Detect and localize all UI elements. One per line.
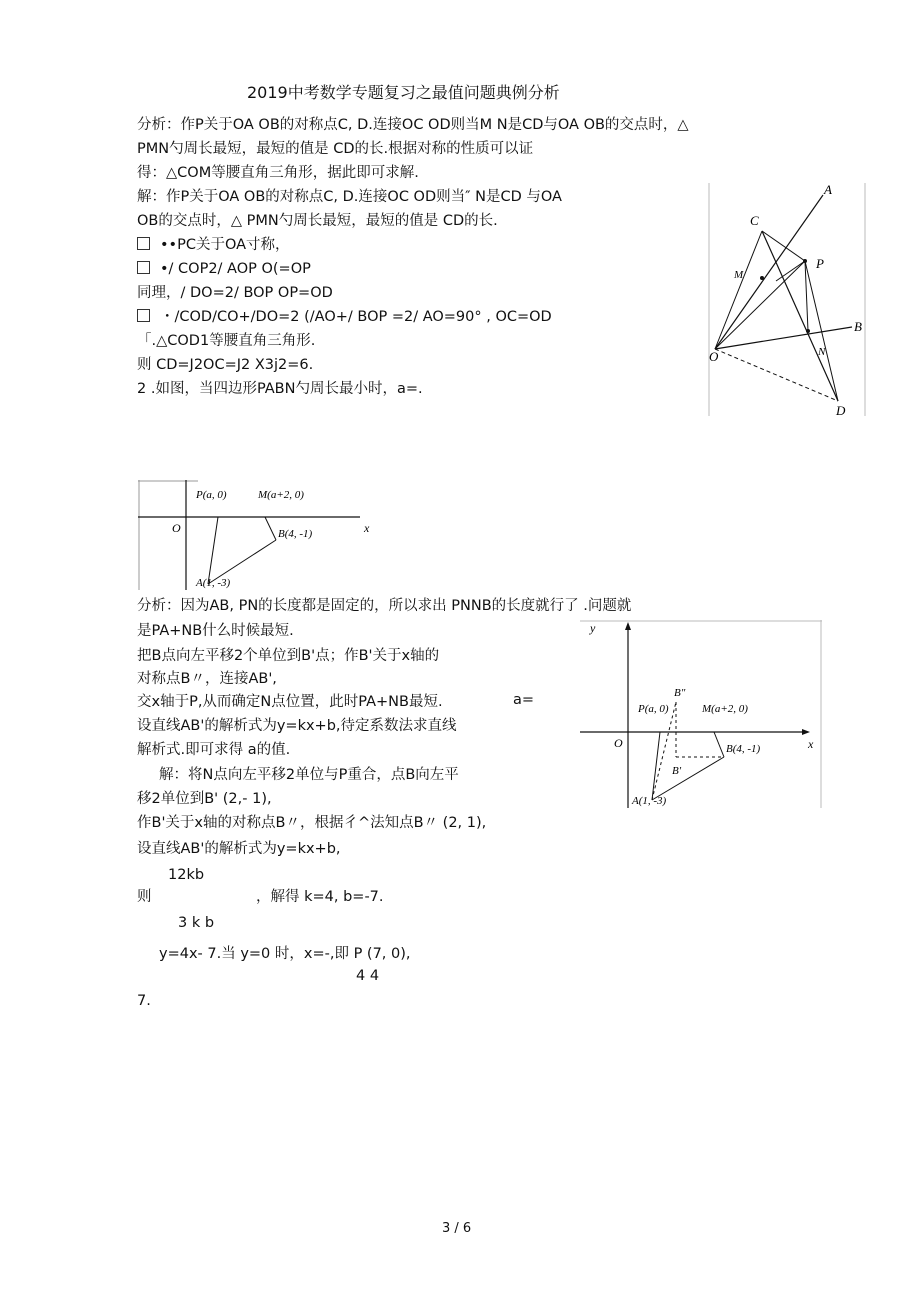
label-origin: O [614,736,623,750]
label-p-coord: P(a, 0) [196,489,227,501]
figure-1-svg [708,183,866,416]
solution-line-5: 同理，/ DO=2/ BOP OP=OD [137,285,333,301]
system-numerator: 12kb [168,867,205,883]
solution-line-6-text: ・/COD/CO+/DO=2 (/AO+/ BOP =2/ AO=90° , OC=OD [160,309,552,325]
analysis2-line-1: 分析：因为AB, PN的长度都是固定的，所以求出 PNNB的长度就行了 .问题就 [137,598,632,614]
analysis2-line-4: 对称点B〃，连接AB', [137,671,277,687]
system-result: ，解得 k=4, b=-7. [256,889,384,905]
label-x-axis: x [364,521,370,535]
label-y-axis: y [590,621,596,635]
fraction-denominators: 4 4 [356,968,380,984]
label-b-coord: B(4, -1) [726,743,761,755]
checkbox-square-icon [137,237,150,250]
label-a-coord: A(1, -3) [196,577,231,589]
page-number: 3 / 6 [442,1221,472,1236]
segment-op [715,261,805,349]
solution-line-4 [137,260,311,278]
label-m: M [734,269,744,281]
solution-line-4-text: •/ COP2/ AOP O(=OP [160,261,311,277]
checkbox-square-icon [137,309,150,322]
segment-cd [762,231,838,401]
figure-3-svg [580,620,822,808]
analysis2-line-7: 解析式.即可求得 a的值. [137,742,291,758]
solution-line-6 [137,308,552,326]
label-b-double-prime: B″ [674,687,686,699]
solution-line-2: OB的交点时，△ PMN勺周长最短，最短的值是 CD的长. [137,213,498,229]
label-b: B [854,319,862,334]
answer-line: 7. [137,993,151,1009]
figure-2-svg [138,480,374,590]
segment-ab-double-prime [652,702,676,800]
analysis-line-2: PMN勺周长最短，最短的值是 CD的长.根据对称的性质可以证 [137,141,534,157]
label-x-axis: x [808,737,814,751]
solution2-line-4: 设直线AB'的解析式为y=kx+b, [137,841,341,857]
analysis-line-1: 分析：作P关于OA OB的对称点C, D.连接OC OD则当M N是CD与OA OB的交点时，△ [137,117,689,133]
analysis2-line-3: 把B点向左平移2个单位到B'点；作B'关于x轴的 [137,648,440,664]
label-c: C [750,213,759,228]
system-denominator: 3 k b [178,915,215,931]
segment-bn [714,732,724,757]
analysis2-line-5: 交x轴于P,从而确定N点位置，此时PA+NB最短. [137,694,443,710]
checkbox-square-icon [137,261,150,274]
label-o: O [709,349,719,364]
point-n-dot [806,329,810,333]
segment-bn [265,517,276,540]
segment-ab [652,757,724,800]
analysis2-line-6: 设直线AB'的解析式为y=kx+b,待定系数法求直线 [137,718,457,734]
segment-pa [652,732,660,800]
label-p-coord: P(a, 0) [638,703,669,715]
solution-line-8: 则 CD=J2OC=J2 X3j2=6. [137,357,314,373]
label-m-coord: M(a+2, 0) [258,489,304,501]
label-m-coord: M(a+2, 0) [702,703,748,715]
analysis2-line-2: 是PA+NB什么时候最短. [137,623,294,639]
page-title: 2019中考数学专题复习之最值问题典例分析 [247,83,560,102]
segment-pa [208,517,218,584]
solution-line-3 [137,236,290,254]
label-origin: O [172,521,181,535]
solution2-line-2: 移2单位到B' (2,- 1), [137,791,272,807]
ray-ob [715,327,852,349]
ray-oa [715,195,823,349]
solution2-line-3: 作B'关于x轴的对称点B〃，根据彳^法知点B〃 (2, 1), [137,815,487,831]
system-then-label: 则 [137,889,152,905]
segment-oc [715,231,762,349]
solution2-line-5: y=4x- 7.当 y=0 时，x=-,即 P (7, 0), [159,946,411,962]
label-a: A [824,183,832,197]
label-b-prime: B' [672,765,682,777]
answer-a-blank: a= [513,692,535,708]
label-n: N [818,346,826,358]
solution2-line-1: 解：将N点向左平移2单位与P重合，点B向左平 [159,767,459,783]
solution-line-3-text: ••PC关于OA寸称， [160,237,290,253]
figure-translation-diagram [580,620,822,808]
point-m-dot [760,276,764,280]
y-axis-arrow-icon [625,622,631,630]
label-a-coord: A(1, -3) [632,795,667,807]
label-d: D [836,403,846,416]
x-axis-arrow-icon [802,729,810,735]
figure-coordinate-diagram [138,480,374,590]
label-b-coord: B(4, -1) [278,528,313,540]
question-2: 2 .如图，当四边形PABN勺周长最小时，a=. [137,381,423,397]
analysis-line-3: 得：△COM等腰直角三角形，据此即可求解. [137,165,419,181]
point-p-dot [803,259,807,263]
solution-line-1: 解：作P关于OA OB的对称点C, D.连接OC OD则当″ N是CD 与OA [137,189,562,205]
figure-reflection-diagram [708,183,866,416]
solution-line-7: 「.△COD1等腰直角三角形. [137,333,316,349]
label-p: P [816,256,824,271]
